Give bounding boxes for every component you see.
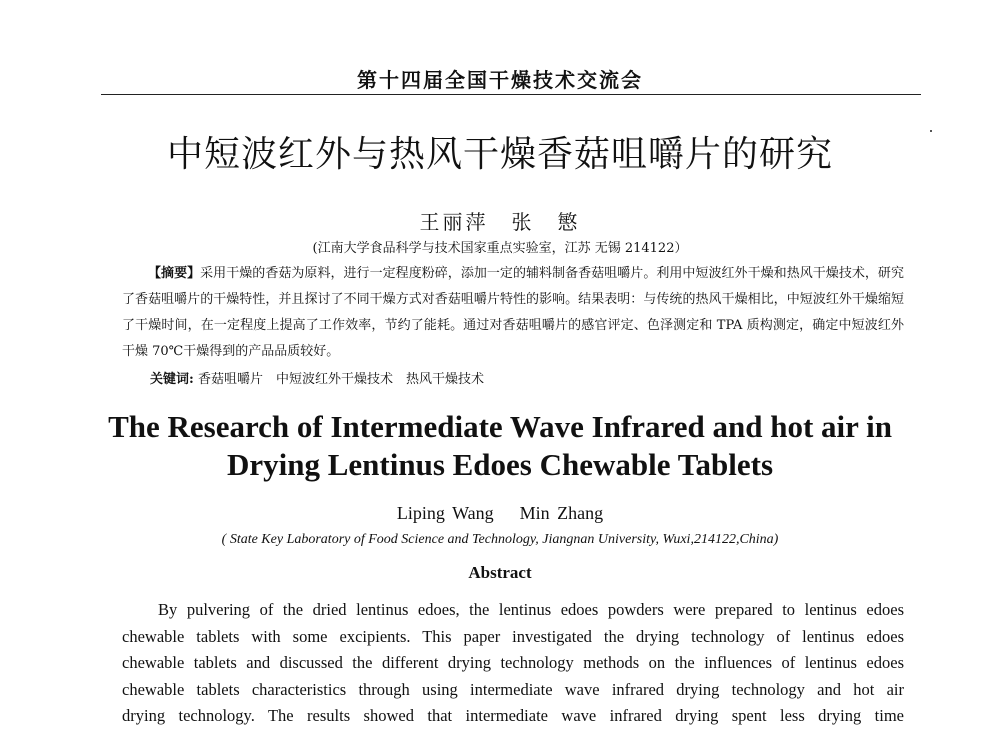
keywords-chinese-label: 关键词: <box>150 372 194 387</box>
authors-english <box>0 503 1000 524</box>
abstract-english <box>122 597 904 730</box>
title-chinese: 中短波红外与热风干燥香菇咀嚼片的研究 <box>166 134 833 175</box>
abstract-chinese-label: 【摘要】 <box>148 266 201 281</box>
keywords-chinese-text: 香菇咀嚼片 中短波红外干燥技术 热风干燥技术 <box>197 372 484 387</box>
abstract-english-line: chewable tablets characteristics through using intermediate wave infrared drying technology and hot air <box>122 679 904 699</box>
abstract-english-line: chewable tablets with some excipients. This paper investigated the drying technology of lentinus edoes <box>122 626 904 646</box>
header-rule <box>101 94 921 95</box>
title-english-line: The Research of Intermediate Wave Infrared and hot air in <box>108 409 892 444</box>
title-english-line: Drying Lentinus Edoes Chewable Tablets <box>226 447 774 482</box>
authors-chinese: 王丽萍 张 慜 <box>419 210 581 234</box>
affiliation-chinese: (江南大学食品科学与技术国家重点实验室，江苏 无锡 214122） <box>312 241 688 256</box>
abstract-english-heading: Abstract <box>468 563 532 582</box>
abstract-english-line: By pulvering of the dried lentinus edoes, the lentinus edoes powders were prepared to lentinus edoes <box>158 600 904 619</box>
abstract-english-line: drying technology. The results showed that intermediate wave infrared drying spent less drying time <box>122 706 904 725</box>
author-english: Min Zhang <box>519 503 604 523</box>
author-english: Liping Wang <box>396 503 494 523</box>
affiliation-english: ( State Key Laboratory of Food Science and Technology, Jiangnan University, Wuxi,214122,China) <box>221 532 779 547</box>
abstract-chinese-text: 采用干燥的香菇为原料，进行一定程度粉碎，添加一定的辅料制备香菇咀嚼片。利用中短波红外干燥和热风干燥技术，研究了香菇咀嚼片的干燥特性，并且探讨了不同干燥方式对香菇咀嚼片特性的影响。结果表明：与传统的热风干燥相比，中短波红外干燥缩短了干燥时间，在一定程度上提高了工作效率，节约了能耗。通过对香菇咀嚼片的感官评定、色泽测定和 TPA 质构测定，确定中短波红外干燥 70℃干燥得到的产品品质较好。 <box>122 266 904 359</box>
conference-header: 第十四届全国干燥技术交流会 <box>357 68 643 92</box>
abstract-chinese <box>122 261 904 365</box>
abstract-english-line: chewable tablets and discussed the different drying technology methods on the influences of lentinus edoes <box>122 653 904 672</box>
keywords-chinese <box>150 368 900 387</box>
title-english <box>0 408 1000 484</box>
